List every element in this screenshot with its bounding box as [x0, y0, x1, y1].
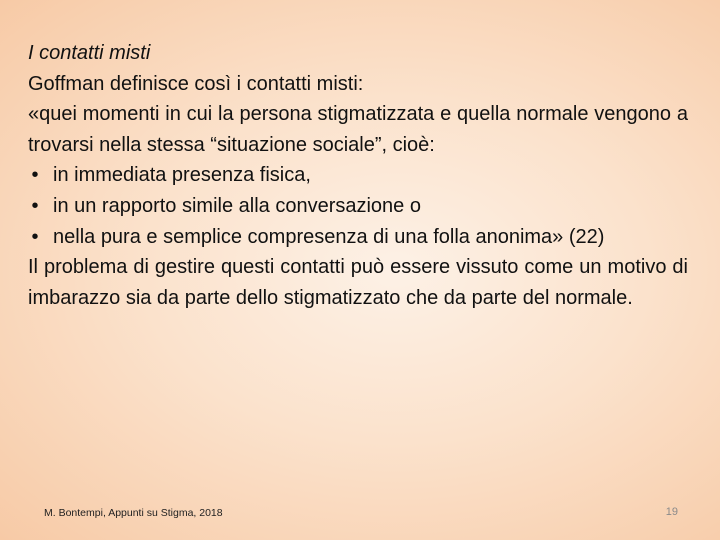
page-number: 19 — [665, 506, 678, 518]
bullet-item — [28, 222, 688, 253]
bullet-text: in un rapporto simile alla conversazione o — [53, 194, 421, 217]
bullet-text: in immediata presenza fisica, — [53, 164, 311, 187]
footer-credit: M. Bontempi, Appunti su Stigma, 2018 — [44, 507, 223, 519]
slide-content — [28, 38, 688, 313]
intro-text: Goffman definisce così i contatti misti: — [28, 72, 364, 95]
slide-title: I contatti misti — [28, 42, 151, 64]
bullet-list — [28, 160, 688, 252]
bullet-item — [28, 160, 688, 191]
quote-text: «quei momenti in cui la persona stigmatizzata e quella normale vengono a trovarsi nella stessa “situazione sociale”, cioè: — [28, 103, 688, 156]
bullet-icon: • — [31, 194, 39, 217]
bullet-icon: • — [31, 164, 39, 187]
bullet-text: nella pura e semplice compresenza di una folla anonima» (22) — [53, 225, 605, 248]
bullet-item — [28, 191, 688, 222]
bullet-icon: • — [31, 225, 39, 248]
conclusion-text: Il problema di gestire questi contatti può essere vissuto come un motivo di imbarazzo sia da parte dello stigmatizzato che da parte del normale. — [28, 256, 688, 309]
